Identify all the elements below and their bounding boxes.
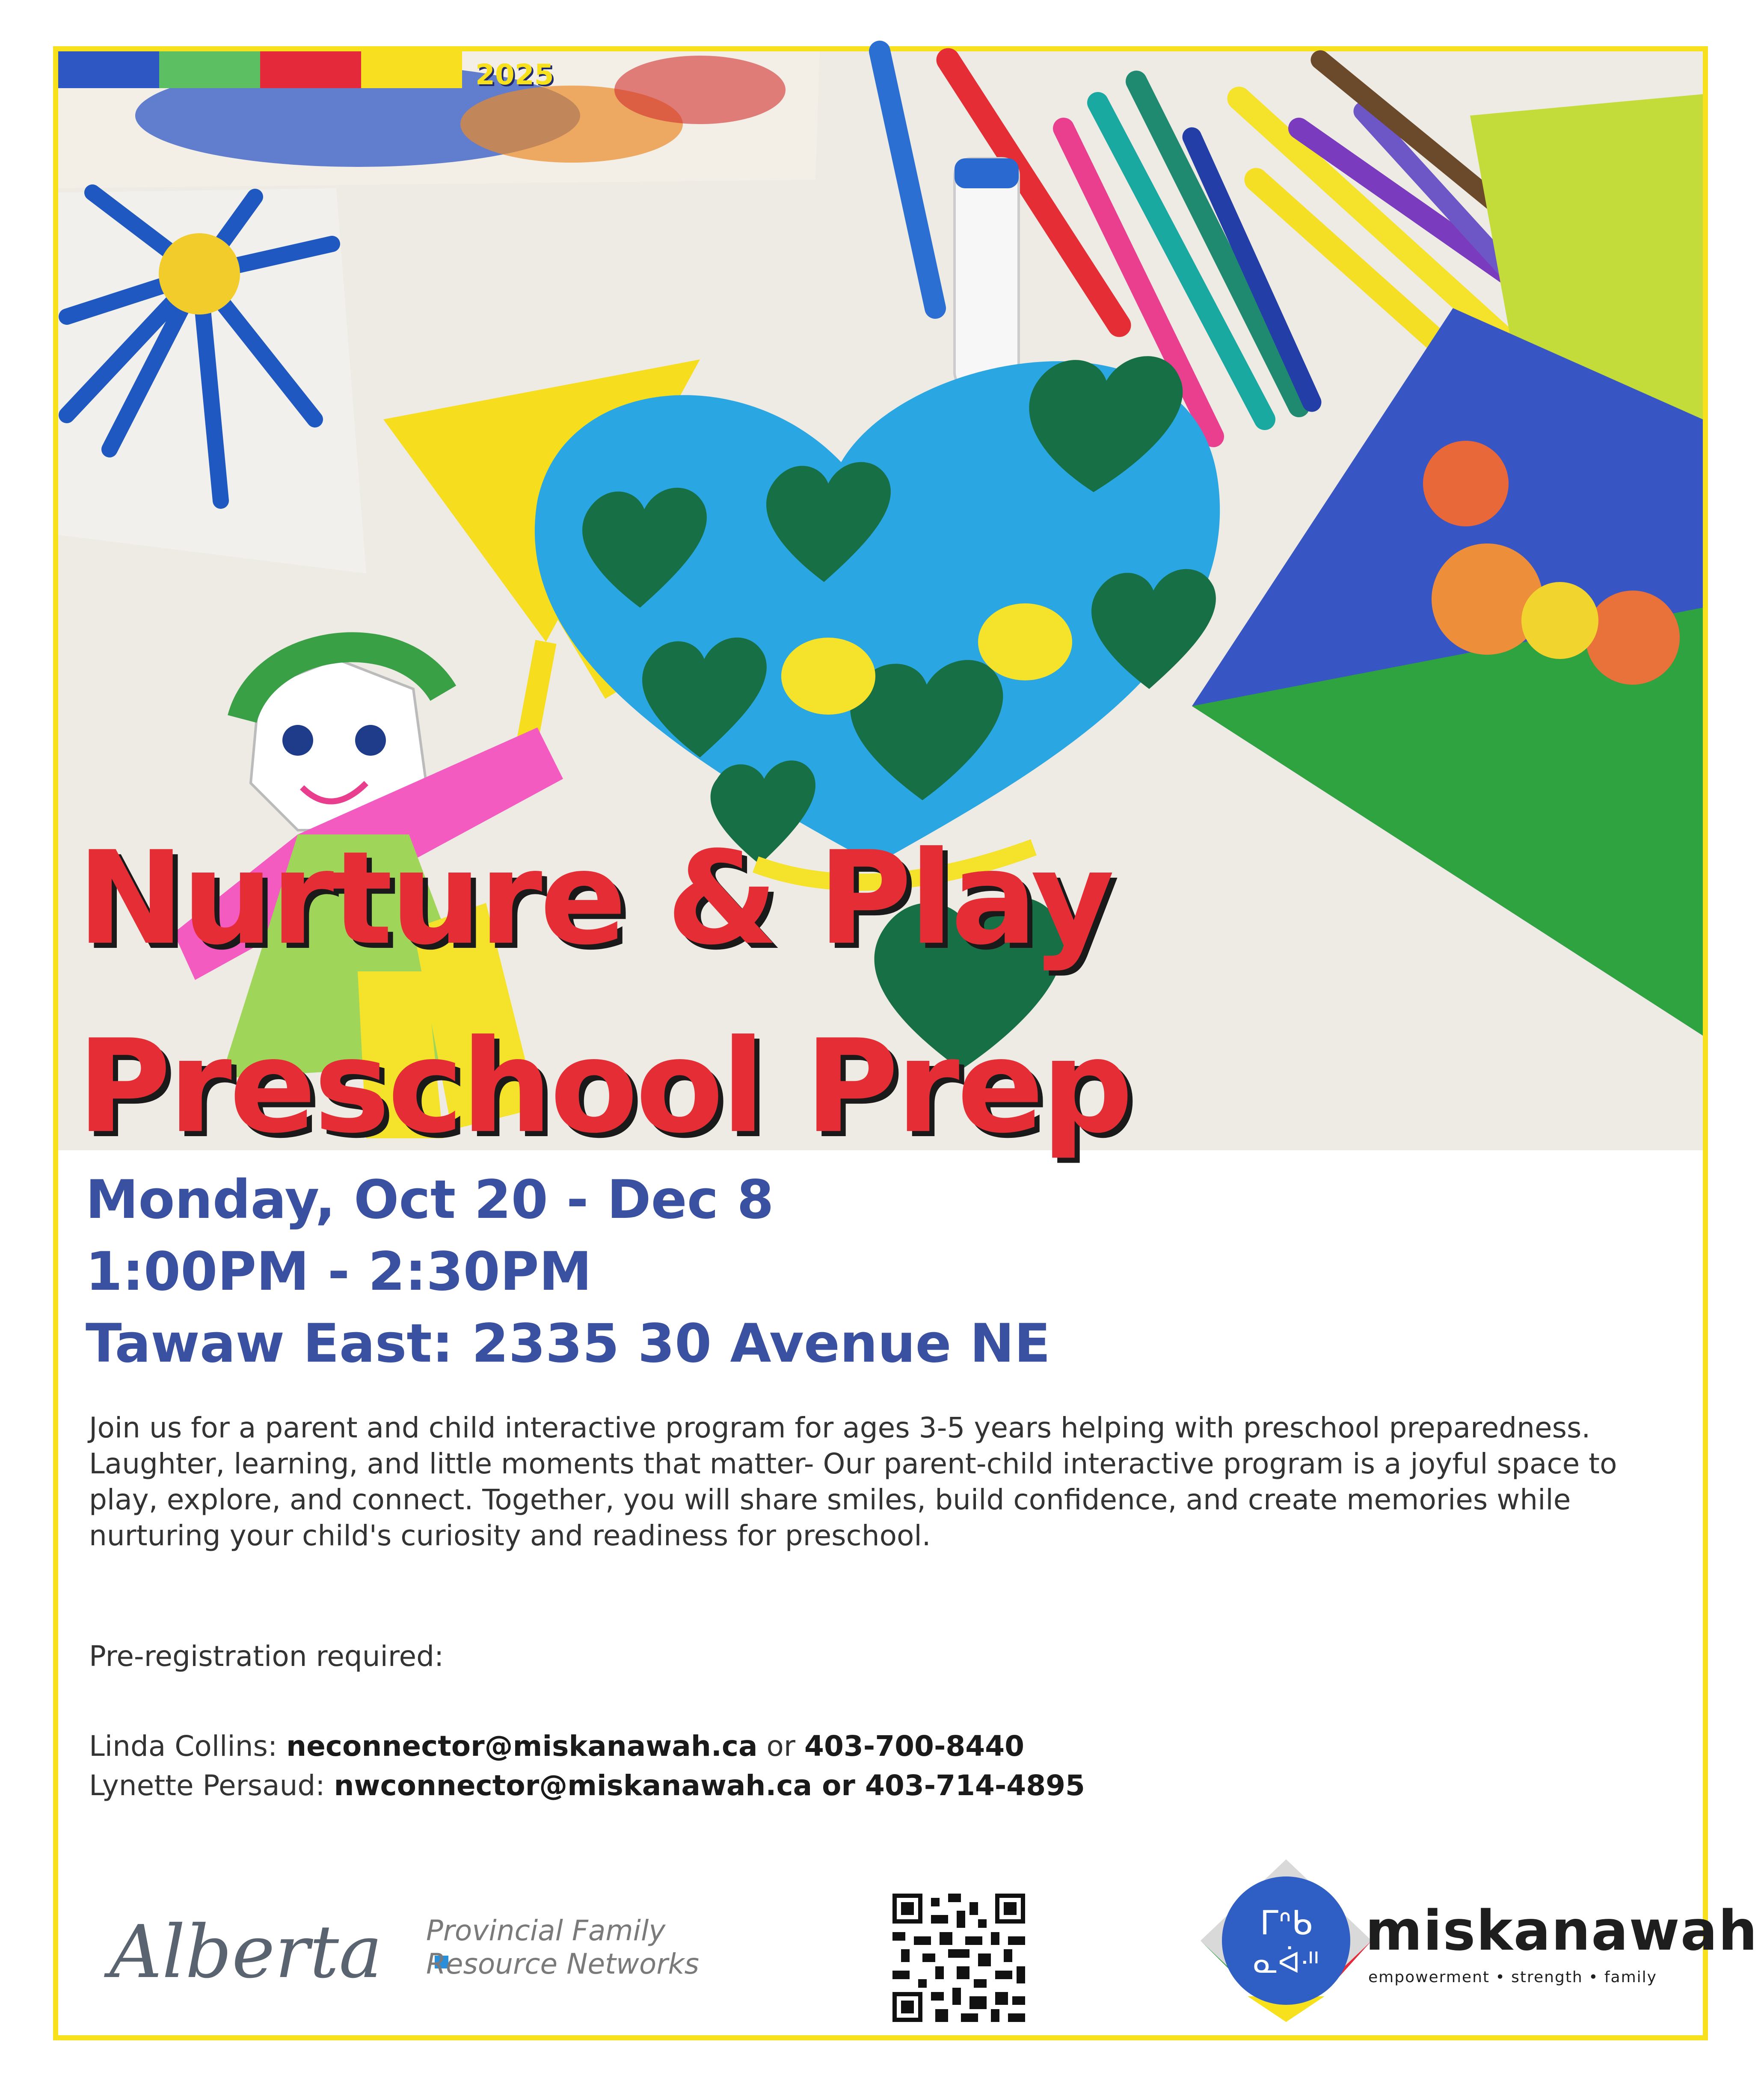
syllabics-bottom: ᓇᐋᐧᐦ <box>1253 1946 1319 1980</box>
event-location: Tawaw East: 2335 30 Avenue NE <box>86 1313 1051 1375</box>
event-time: 1:00PM - 2:30PM <box>86 1241 592 1303</box>
color-bar-red <box>260 51 361 88</box>
title-line-1: Nurture & Play <box>77 824 1112 973</box>
miskanawah-logo-mark <box>1196 1855 1376 2026</box>
pfrn-line-1: Provincial Family <box>426 1914 666 1947</box>
color-bar-yellow <box>361 51 462 88</box>
contact-separator: or <box>757 1730 805 1763</box>
contact-item <box>89 1766 1085 1805</box>
description-paragraph: Join us for a parent and child interactive program for ages 3-5 years helping with preschool preparedness. Laughter, learning, and little moments that matter- Our parent-child interactive program is a joyful space to play, explore, and connect. Together, you will share smiles, build confidence, and create memories while nurturing your child's curiosity and readiness for preschool. <box>89 1411 1617 1552</box>
year-label: 2025 <box>475 58 554 91</box>
title-line-2: Preschool Prep <box>77 1012 1131 1161</box>
contact-separator: or <box>812 1769 865 1802</box>
alberta-wordmark: Alberta <box>110 1910 382 1995</box>
event-description <box>89 1410 1672 1554</box>
miskanawah-wordmark: miskanawah <box>1365 1899 1758 1963</box>
contact-email-link[interactable]: nwconnector@miskanawah.ca <box>334 1769 812 1802</box>
color-bar-green <box>159 51 260 88</box>
contact-list <box>89 1727 1085 1805</box>
event-details <box>86 1164 1050 1380</box>
qr-code[interactable] <box>892 1894 1025 2022</box>
contact-name: Linda Collins: <box>89 1730 287 1763</box>
contact-phone[interactable]: 403-700-8440 <box>804 1730 1025 1763</box>
color-bar-blue <box>58 51 159 88</box>
event-dates: Monday, Oct 20 - Dec 8 <box>86 1169 774 1231</box>
contact-email-link[interactable]: neconnector@miskanawah.ca <box>286 1730 758 1763</box>
contact-name: Lynette Persaud: <box>89 1769 334 1802</box>
event-title <box>77 805 1131 1181</box>
alberta-logo <box>105 1891 456 2011</box>
miskanawah-tagline: empowerment • strength • family <box>1368 1968 1657 1986</box>
syllabics-top: ᒥᐢᑲ <box>1260 1904 1313 1942</box>
pfrn-label <box>426 1914 699 1981</box>
preregistration-note: Pre-registration required: <box>89 1640 444 1673</box>
contact-phone[interactable]: 403-714-4895 <box>865 1769 1085 1802</box>
pfrn-line-2: Resource Networks <box>426 1948 700 1980</box>
poster-frame <box>53 46 1758 2040</box>
contact-item <box>89 1727 1085 1766</box>
color-bar <box>58 51 462 88</box>
